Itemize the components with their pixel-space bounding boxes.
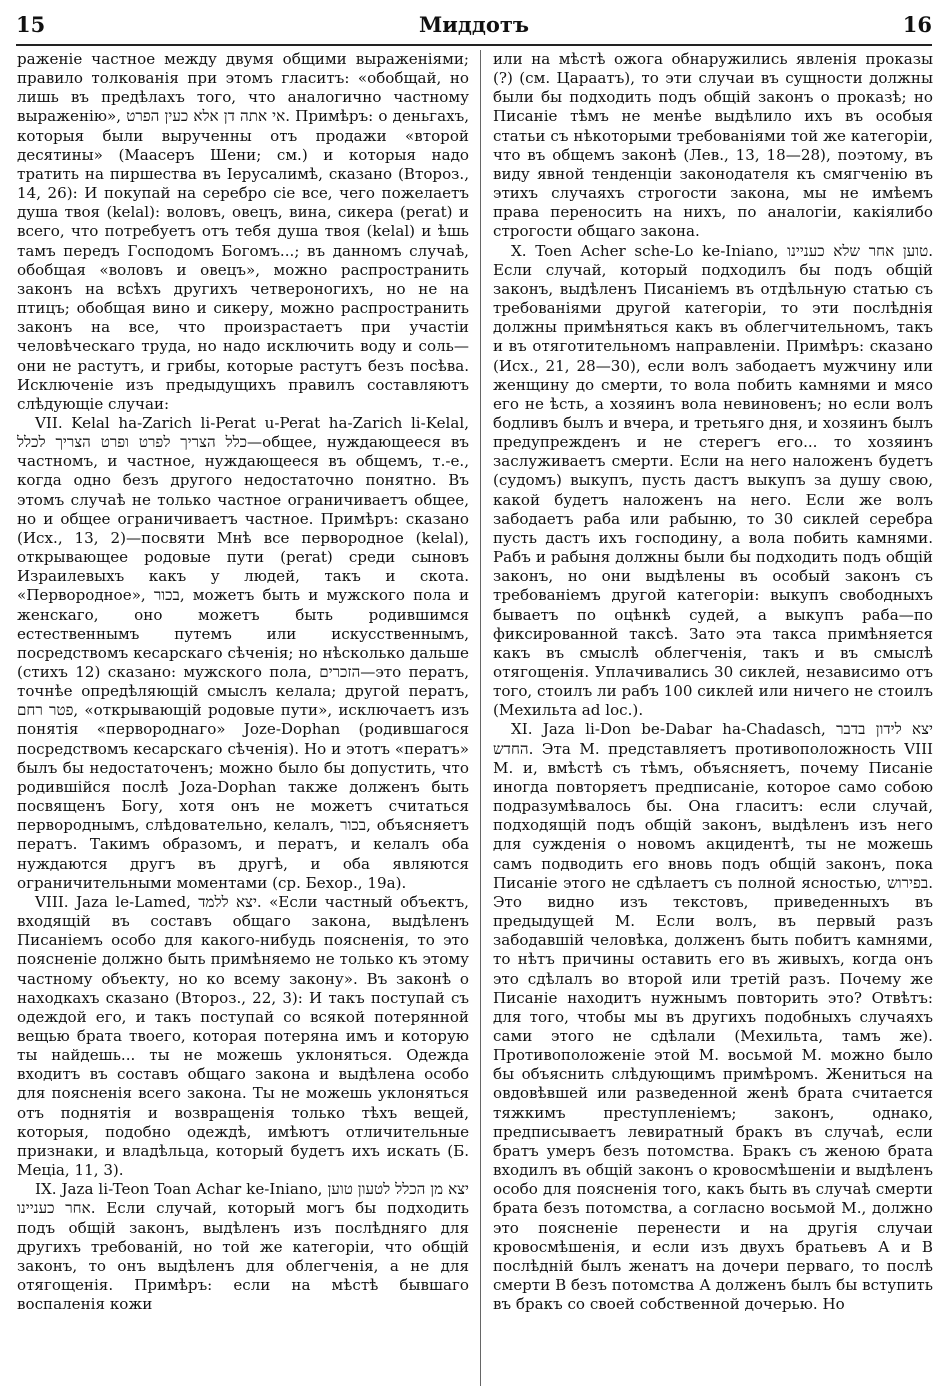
paragraph: XI. Jaza li-Don be-Dabar ha-Chadasch, יצא לידון בדבר החדש. Эта М. представляетъ противоположность VIII М. и, вмѣстѣ съ тѣмъ, объясняетъ, почему Писанiе иногда повторяетъ предписанiе, которое само собою подразумѣвалось бы. Она гласитъ: если случай, подходящiй подъ общiй законъ, выдѣленъ изъ него для сужденiя о новомъ акцидентѣ, ты не можешь самъ подводить его вновь подъ общiй законъ, пока Писанiе этого не сдѣлаетъ съ полной ясностью, בפירוש. Это видно изъ текстовъ, приведенныхъ въ предыдущей М. Если волъ, въ первый разъ забодавшiй человѣка, долженъ быть побитъ камнями, то нѣтъ причины оставить его въ живыхъ, когда онъ это сдѣлалъ во второй или третiй разъ. Почему же Писанiе находитъ нужнымъ повторить это? Отвѣтъ: для того, чтобы мы въ другихъ подобныхъ случаяхъ сами этого не сдѣлали (Мехильта, тамъ же). Противоположенiе этой М. восьмой М. можно было бы объяснить слѣдующимъ примѣромъ. Жениться на овдовѣвшей или разведенной женѣ брата считается тяжкимъ преступленiемъ; законъ, однако, предписываетъ левиратный бракъ въ случаѣ, если братъ умеръ безъ потомства. Бракъ съ женою брата входилъ въ общiй законъ о кровосмѣшенiи и выдѣленъ особо для поясненiя того, какъ быть въ случаѣ смерти брата безъ потомства, а согласно восьмой М., должно это поясненiе перенести и на другiя случаи кровосмѣшенiя, и если изъ двухъ братьевъ А и В послѣднiй былъ женатъ на дочери перваго, то послѣ смерти В безъ потомства А долженъ былъ бы вступить въ бракъ со своей собственной дочерью. Но [493,720,933,1314]
paragraph: VII. Kelal ha-Zarich li-Perat u-Perat ha-Zarich li-Kelal, כלל הצריך לפרט ופרט הצריך לכלל—общее, нуждающееся въ частномъ, и частное, нуждающееся въ общемъ, т.-е., когда одно безъ другого недостаточно понятно. Въ этомъ случаѣ не только частное ограничиваетъ общее, но и общее ограничиваетъ частное. Примѣръ: сказано (Исх., 13, 2)—посвяти Мнѣ все первородное (kelal), открывающее родовые пути (perat) среди сыновъ Израилевыхъ какъ у людей, такъ и скота. «Первородное», בכור, можетъ быть и мужского пола и женскаго, оно можетъ быть родившимся естественнымъ путемъ или искусственнымъ, посредствомъ кесарскаго сѣченiя; но нѣсколько дальше (стихъ 12) сказано: мужского пола, הזכרים—это ператъ, точнѣе опредѣляющiй смыслъ келала; другой ператъ, פטר רחם, «открывающiй родовые пути», исключаетъ изъ понятiя «первороднаго» Joze-Dophan (родившагося посредствомъ кесарскаго сѣченiя). Но и этотъ «ператъ» былъ бы недостаточенъ; можно было бы допустить, что родившiйся послѣ Joza-Dophan также долженъ быть посвященъ Богу, хотя онъ не можетъ считаться первороднымъ, слѣдовательно, келалъ, בכור, объясняетъ ператъ. Такимъ образомъ, и ператъ, и келалъ оба нуждаются другъ въ другѣ, и оба являются ограничительными моментами (ср. Бехор., 19а). [17,413,469,892]
page-number-right: 16 [902,12,932,37]
paragraph: VIII. Jaza le-Lamed, יצא ללמד. «Если частный объектъ, входящiй въ составъ общаго закона, выдѣленъ Писанiемъ особо для какого-нибудь поясненiя, то это поясненiе должно быть примѣняемо не только къ этому частному объекту, но ко всему закону». Въ законѣ о находкахъ сказано (Второз., 22, 3): И такъ поступай съ одеждой его, и такъ поступай со всякой потерянной вещью брата твоего, которая потеряна имъ и которую ты найдешь... ты не можешь уклоняться. Одежда входитъ въ составъ общаго закона и выдѣлена особо для поясненiя всего закона. Ты не можешь уклоняться отъ поднятiя и возвращенiя только тѣхъ вещей, которыя, подобно одеждѣ, имѣютъ отличительные признаки, и владѣльца, который будетъ ихъ искать (Б. Мецiа, 11, 3). [17,892,469,1180]
paragraph: IX. Jaza li-Teon Toan Achar ke-Iniano, יצא מן הכלל לטעון טוען אחר כעניינו. Если случай, который могъ бы подходить подъ общiй законъ, выдѣленъ изъ послѣдняго для другихъ требованiй, но той же категорiи, что общiй законъ, то онъ выдѣленъ для облегченiя, а не для отягощенiя. Примѣръ: если на мѣстѣ бывшаго воспаленiя кожи [17,1180,469,1314]
page-number-left: 15 [16,12,46,37]
paragraph: раженiе частное между двумя общими выраженiями; правило толкованiя при этомъ гласитъ: «обобщай, но лишь въ предѣлахъ того, что аналогично частному выраженiю», אי אתה דן אלא כעין הפרט. Примѣръ: о деньгахъ, которыя были вырученны отъ продажи «второй десятины» (Маасеръ Шени; см.) и которыя надо тратить на пиршества въ Iерусалимѣ, сказано (Второз., 14, 26): И покупай на серебро сiе все, чего пожелаетъ душа твоя (kelal): воловъ, овецъ, вина, сикера (perat) и всего, что потребуетъ отъ тебя душа твоя (kelal) и ѣшь тамъ передъ Господомъ Богомъ...; въ данномъ случаѣ, обобщая «воловъ и овецъ», можно распространить законъ на всѣхъ другихъ четвероногихъ, но не на птицъ; обобщая вино и сикеру, можно распространить законъ на все, что произрастаетъ при участiи человѣческаго труда, но надо исключить воду и соль—они не растутъ, и грибы, которые растутъ безъ посѣва. Исключенiе изъ предыдущихъ правилъ составляютъ слѣдующiе случаи: [17,50,469,413]
paragraph: или на мѣстѣ ожога обнаружились явленiя проказы (?) (см. Цараатъ), то эти случаи въ сущности должны были бы подходить подъ общiй законъ о проказѣ; но Писанiе тѣмъ не менѣе выдѣлило ихъ въ особыя статьи съ нѣкоторыми требованiями той же категорiи, что въ общемъ законѣ (Лев., 13, 18—28), поэтому, въ виду явной тенденцiи законодателя къ смягченiю въ этихъ случаяхъ строгости закона, мы не имѣемъ права переносить на нихъ, по аналогiи, какiялибо строгости общаго закона. [493,50,933,241]
column-divider [480,50,481,1386]
page-header [16,8,932,46]
running-title: Миддотъ [419,12,529,37]
paragraph: X. Toen Acher sche-Lo ke-Iniano, טוען אחר שלא כעניינו. Если случай, который подходилъ бы подъ общiй законъ, выдѣленъ Писанiемъ въ отдѣльную статью съ требованiями другой категорiи, то эти послѣднiя должны примѣняться какъ въ облегчительномъ, такъ и въ отяготительномъ направленiи. Примѣръ: сказано (Исх., 21, 28—30), если волъ забодаетъ мужчину или женщину до смерти, то вола побить камнями и мясо его не ѣсть, а хозяинъ вола невиновенъ; но если волъ бодливъ былъ и вчера, и третьяго дня, и хозяинъ былъ предупрежденъ и не стерегъ его... то хозяинъ заслуживаетъ смерти. Если на него наложенъ будетъ (судомъ) выкупъ, пусть дастъ выкупъ за душу свою, какой будетъ наложенъ на него. Если же волъ забодаетъ раба или рабыню, то 30 сиклей серебра пусть дастъ ихъ господину, а вола побить камнями. Рабъ и рабыня должны были бы подходить подъ общiй законъ, но они выдѣлены въ особый законъ съ требованiемъ другой категорiи: выкупъ свободныхъ бываетъ по оцѣнкѣ судей, а выкупъ раба—по фиксированной таксѣ. Зато эта такса примѣняется какъ въ смыслѣ облегченiя, такъ и въ смыслѣ отягощенiя. Уплачивались 30 сиклей, независимо отъ того, стоилъ ли рабъ 100 сиклей или ничего не стоилъ (Мехильта ad loc.). [493,241,933,720]
left-column [17,50,469,1388]
right-column [493,50,933,1388]
